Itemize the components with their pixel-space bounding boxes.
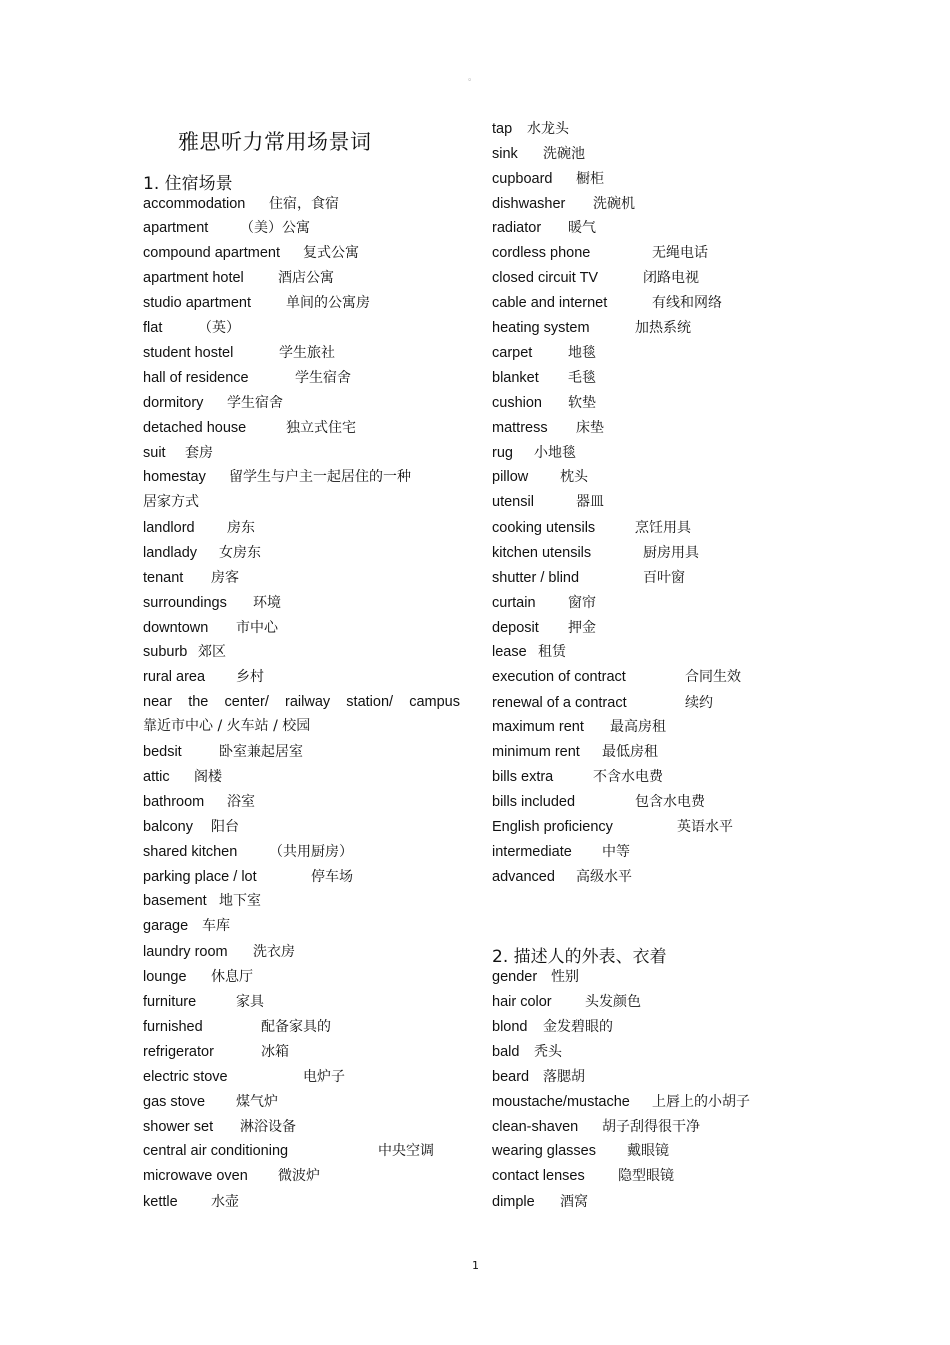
term-zh: 橱柜 [576, 171, 604, 187]
term-zh: 休息厅 [211, 969, 253, 985]
term-en: flat [143, 320, 163, 336]
term-zh: 房客 [211, 570, 239, 586]
term-en: garage [143, 918, 189, 934]
term-en: execution of contract [492, 669, 626, 685]
term-en: apartment [143, 220, 209, 236]
term-zh: （英） [198, 320, 240, 336]
term-zh: 性别 [551, 969, 579, 985]
term-zh: 百叶窗 [643, 570, 685, 586]
term-zh: 落腮胡 [543, 1069, 585, 1085]
term-zh: 学生宿舍 [227, 395, 283, 411]
term-en: suit [143, 445, 166, 461]
term-en: homestay [143, 469, 206, 485]
term-en: pillow [492, 469, 529, 485]
term-en: compound apartment [143, 245, 281, 261]
term-zh: 停车场 [311, 869, 353, 885]
term-en: downtown [143, 620, 209, 636]
term-en: wearing glasses [492, 1143, 596, 1159]
term-en: electric stove [143, 1069, 228, 1085]
term-zh: 洗衣房 [253, 944, 295, 960]
page-title: 雅思听力常用场景词 [178, 130, 372, 154]
term-zh: 留学生与户主一起居住的一种 [229, 469, 411, 485]
term-zh: 无绳电话 [652, 245, 708, 261]
term-en: heating system [492, 320, 590, 336]
term-en: refrigerator [143, 1044, 214, 1060]
term-zh: 上唇上的小胡子 [652, 1094, 750, 1110]
term-en: bills included [492, 794, 576, 810]
term-en: English proficiency [492, 819, 613, 835]
near-word: station/ [346, 694, 394, 710]
term-zh: 烹饪用具 [635, 520, 691, 536]
term-en: shared kitchen [143, 844, 238, 860]
term-zh: 卧室兼起居室 [219, 744, 303, 760]
section-heading-appearance: 2. 描述人的外表、衣着 [492, 947, 667, 967]
term-en: tap [492, 121, 513, 137]
term-zh: 独立式住宅 [286, 420, 356, 436]
term-en: lease [492, 644, 527, 660]
term-zh: 租赁 [538, 644, 566, 660]
term-en: bills extra [492, 769, 554, 785]
term-zh: 车库 [202, 918, 230, 934]
term-en: laundry room [143, 944, 228, 960]
term-zh: 高级水平 [576, 869, 632, 885]
term-zh: 有线和网络 [652, 295, 722, 311]
term-zh: 复式公寓 [303, 245, 359, 261]
term-zh: 市中心 [236, 620, 278, 636]
term-zh: 最低房租 [602, 744, 658, 760]
term-zh: 水龙头 [527, 121, 569, 137]
term-zh: 房东 [227, 520, 255, 536]
near-word: the [188, 694, 209, 710]
term-en: blanket [492, 370, 539, 386]
term-zh: 地毯 [568, 345, 596, 361]
term-en: suburb [143, 644, 188, 660]
term-zh: 续约 [685, 695, 713, 711]
term-en: furniture [143, 994, 197, 1010]
term-zh: 学生旅社 [279, 345, 335, 361]
term-zh: 小地毯 [534, 445, 576, 461]
term-en: closed circuit TV [492, 270, 599, 286]
term-en: tenant [143, 570, 184, 586]
term-en: bathroom [143, 794, 205, 810]
term-en: parking place / lot [143, 869, 257, 885]
term-zh: 居家方式 [143, 494, 199, 510]
term-en: furnished [143, 1019, 203, 1035]
term-zh: 酒窝 [560, 1194, 588, 1210]
term-en: attic [143, 769, 170, 785]
term-zh: 环境 [253, 595, 281, 611]
term-en: rug [492, 445, 513, 461]
term-en: balcony [143, 819, 193, 835]
term-zh: 单间的公寓房 [286, 295, 370, 311]
term-en: moustache/mustache [492, 1094, 630, 1110]
term-zh: 厨房用具 [643, 545, 699, 561]
term-zh: 乡村 [236, 669, 264, 685]
term-zh: （共用厨房） [269, 844, 353, 860]
term-zh: 床垫 [576, 420, 604, 436]
near-word: near [143, 694, 173, 710]
term-zh: 头发颜色 [585, 994, 641, 1010]
term-zh: 微波炉 [278, 1168, 320, 1184]
term-en: intermediate [492, 844, 572, 860]
term-en: dishwasher [492, 196, 566, 212]
term-zh: 水壶 [211, 1194, 239, 1210]
term-zh: 毛毯 [568, 370, 596, 386]
term-zh: 阁楼 [194, 769, 222, 785]
term-zh: 洗碗机 [593, 196, 635, 212]
term-en: cordless phone [492, 245, 591, 261]
term-zh: 金发碧眼的 [543, 1019, 613, 1035]
term-en: hall of residence [143, 370, 249, 386]
term-en: kettle [143, 1194, 178, 1210]
term-zh: 酒店公寓 [278, 270, 334, 286]
term-en: landlord [143, 520, 195, 536]
term-en: advanced [492, 869, 555, 885]
term-en: dimple [492, 1194, 535, 1210]
term-zh: 煤气炉 [236, 1094, 278, 1110]
term-en: shutter / blind [492, 570, 580, 586]
term-zh: 最高房租 [610, 719, 666, 735]
term-zh: 胡子刮得很干净 [602, 1119, 700, 1135]
term-zh: 阳台 [211, 819, 239, 835]
term-en: rural area [143, 669, 206, 685]
term-en: mattress [492, 420, 548, 436]
term-zh: 靠近市中心 / 火车站 / 校园 [143, 718, 311, 734]
term-en: utensil [492, 494, 534, 510]
term-zh: 英语水平 [677, 819, 733, 835]
term-zh: 闭路电视 [643, 270, 699, 286]
term-en: radiator [492, 220, 542, 236]
term-en: microwave oven [143, 1168, 248, 1184]
term-en: sink [492, 146, 518, 162]
page-number: 1 [472, 1259, 479, 1272]
term-zh: 隐型眼镜 [618, 1168, 674, 1184]
term-zh: 包含水电费 [635, 794, 705, 810]
term-en: clean-shaven [492, 1119, 579, 1135]
term-en: cable and internet [492, 295, 608, 311]
top-mark: 。 [468, 73, 478, 83]
term-en: surroundings [143, 595, 227, 611]
term-en: bald [492, 1044, 520, 1060]
term-zh: 押金 [568, 620, 596, 636]
term-en: cupboard [492, 171, 553, 187]
near-word: center/ [224, 694, 269, 710]
term-zh: 洗碗池 [543, 146, 585, 162]
term-zh: 加热系统 [635, 320, 691, 336]
term-zh: （美）公寓 [240, 220, 310, 236]
section-heading-accommodation: 1. 住宿场景 [143, 174, 233, 194]
term-en: basement [143, 893, 207, 909]
term-en: curtain [492, 595, 536, 611]
term-zh: 暖气 [568, 220, 596, 236]
term-en: accommodation [143, 196, 246, 212]
term-zh: 淋浴设备 [240, 1119, 296, 1135]
term-en: gender [492, 969, 538, 985]
term-en: lounge [143, 969, 187, 985]
vocab-row-near-center [143, 694, 460, 710]
term-en: gas stove [143, 1094, 206, 1110]
term-en: kitchen utensils [492, 545, 592, 561]
term-zh: 中央空调 [378, 1143, 434, 1159]
term-zh: 女房东 [219, 545, 261, 561]
term-en: contact lenses [492, 1168, 585, 1184]
term-en: carpet [492, 345, 533, 361]
term-zh: 合同生效 [685, 669, 741, 685]
term-en: beard [492, 1069, 530, 1085]
term-zh: 郊区 [198, 644, 226, 660]
term-zh: 地下室 [219, 893, 261, 909]
term-zh: 戴眼镜 [627, 1143, 669, 1159]
term-en: cooking utensils [492, 520, 596, 536]
term-zh: 配备家具的 [261, 1019, 331, 1035]
term-en: bedsit [143, 744, 182, 760]
term-zh: 软垫 [568, 395, 596, 411]
term-en: landlady [143, 545, 198, 561]
term-en: minimum rent [492, 744, 580, 760]
term-en: dormitory [143, 395, 204, 411]
term-zh: 套房 [185, 445, 213, 461]
term-zh: 冰箱 [261, 1044, 289, 1060]
term-en: hair color [492, 994, 552, 1010]
term-en: detached house [143, 420, 247, 436]
term-zh: 电炉子 [303, 1069, 345, 1085]
term-zh: 住宿，食宿 [269, 196, 339, 212]
term-en: apartment hotel [143, 270, 244, 286]
term-zh: 家具 [236, 994, 264, 1010]
term-zh: 枕头 [560, 469, 588, 485]
term-en: cushion [492, 395, 542, 411]
term-zh: 器皿 [576, 494, 604, 510]
term-zh: 学生宿舍 [295, 370, 351, 386]
term-zh: 不含水电费 [593, 769, 663, 785]
near-word: railway [285, 694, 331, 710]
term-zh: 中等 [602, 844, 630, 860]
term-en: deposit [492, 620, 539, 636]
near-word: campus [409, 694, 460, 710]
term-en: studio apartment [143, 295, 252, 311]
term-en: maximum rent [492, 719, 584, 735]
term-en: central air conditioning [143, 1143, 289, 1159]
term-zh: 窗帘 [568, 595, 596, 611]
term-en: student hostel [143, 345, 234, 361]
term-zh: 浴室 [227, 794, 255, 810]
term-en: renewal of a contract [492, 695, 627, 711]
term-en: shower set [143, 1119, 214, 1135]
term-zh: 秃头 [534, 1044, 562, 1060]
term-en: blond [492, 1019, 528, 1035]
